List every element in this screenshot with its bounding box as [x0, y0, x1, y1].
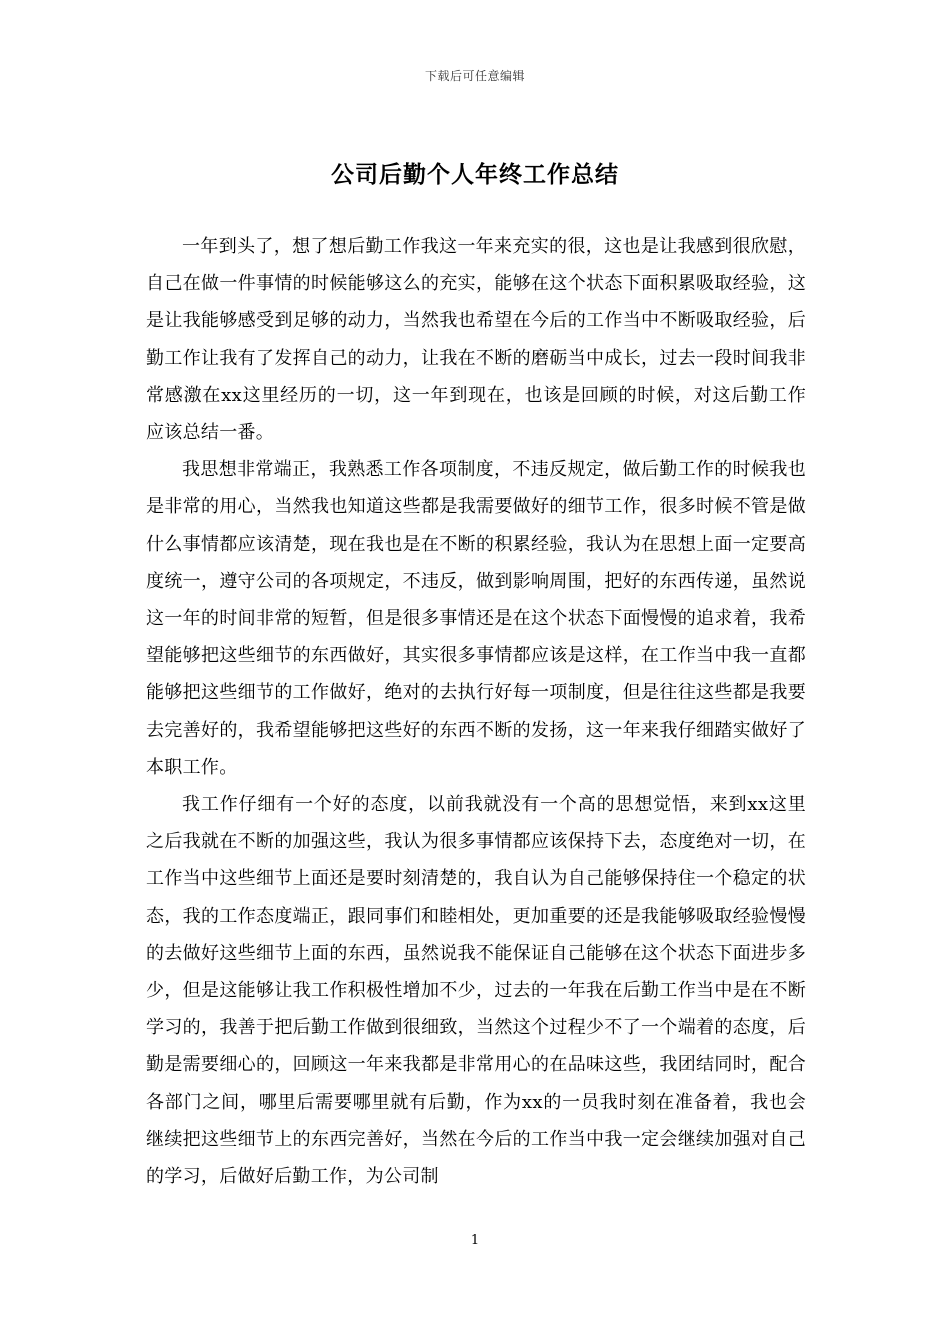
document-title: 公司后勤个人年终工作总结	[331, 161, 619, 188]
document-body	[146, 228, 806, 1195]
paragraph-2: 我思想非常端正，我熟悉工作各项制度，不违反规定，做后勤工作的时候我也是非常的用心，当然我也知道这些都是我需要做好的细节工作，很多时候不管是做什么事情都应该清楚，现在我也是在不断的积累经验，我认为在思想上面一定要高度统一，遵守公司的各项规定，不违反，做到影响周围，把好的东西传递，虽然说这一年的时间非常的短暂，但是很多事情还是在这个状态下面慢慢的追求着，我希望能够把这些细节的东西做好，其实很多事情都应该是这样，在工作当中我一直都能够把这些细节的工作做好，绝对的去执行好每一项制度，但是往往这些都是我要去完善好的，我希望能够把这些好的东西不断的发扬，这一年来我仔细踏实做好了本职工作。	[146, 459, 806, 778]
paragraph-3: 我工作仔细有一个好的态度，以前我就没有一个高的思想觉悟，来到xx这里之后我就在不断的加强这些，我认为很多事情都应该保持下去，态度绝对一切，在工作当中这些细节上面还是要时刻清楚的，我自认为自己能够保持住一个稳定的状态，我的工作态度端正，跟同事们和睦相处，更加重要的还是我能够吸取经验慢慢的去做好这些细节上面的东西，虽然说我不能保证自己能够在这个状态下面进步多少，但是这能够让我工作积极性增加不少，过去的一年我在后勤工作当中是在不断学习的，我善于把后勤工作做到很细致，当然这个过程少不了一个端着的态度，后勤是需要细心的，回顾这一年来我都是非常用心的在品味这些，我团结同时，配合各部门之间，哪里后需要哪里就有后勤，作为xx的一员我时刻在准备着，我也会继续把这些细节上的东西完善好，当然在今后的工作当中我一定会继续加强对自己的学习，后做好后勤工作，为公司制	[146, 794, 806, 1188]
paragraph-1: 一年到头了，想了想后勤工作我这一年来充实的很，这也是让我感到很欣慰，自己在做一件事情的时候能够这么的充实，能够在这个状态下面积累吸取经验，这是让我能够感受到足够的动力，当然我也希望在今后的工作当中不断吸取经验，后勤工作让我有了发挥自己的动力，让我在不断的磨砺当中成长，过去一段时间我非常感激在xx这里经历的一切，这一年到现在，也该是回顾的时候，对这后勤工作应该总结一番。	[146, 236, 806, 444]
header-note: 下载后可任意编辑	[424, 69, 525, 83]
page-number: 1	[470, 1233, 480, 1248]
